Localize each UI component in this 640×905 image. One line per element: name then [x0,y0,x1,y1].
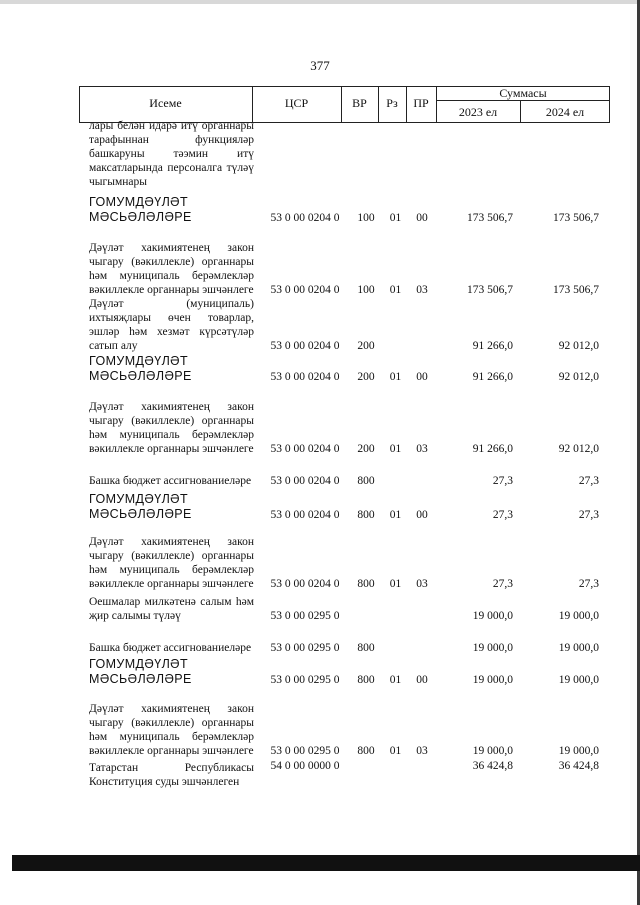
sum-2023: 19 000,0 [472,674,513,686]
item-name: Дәүләт хакимиятенең закон чыгару (вәкиллекле) органнары һәм муниципаль берәмлекләр вәкиллекле органнары эшчәнлеге [89,401,254,455]
sum-2024: 27,3 [578,509,599,521]
rz-code: 01 [389,509,402,521]
table-row [79,624,610,655]
rz-code: 01 [389,284,402,296]
table-row [79,194,610,225]
item-name: ГОМУМДӘҮЛӘТ МӘСЬӘЛӘЛӘРЕ [89,195,192,224]
table-row [79,354,610,384]
sum-2023: 91 266,0 [472,371,513,383]
csr-code: 53 0 00 0204 0 [270,212,340,224]
pr-code: 03 [416,578,428,590]
sum-2023: 173 506,7 [467,284,513,296]
sum-2023: 19 000,0 [472,610,513,622]
page-number: 377 [310,58,330,73]
pr-code: 03 [416,443,428,455]
sum-2024: 173 506,7 [553,212,599,224]
pr-code: 00 [416,212,428,224]
header-rz: Рз [386,96,398,110]
csr-code: 53 0 00 0295 0 [270,674,340,686]
csr-code: 53 0 00 0204 0 [270,443,340,455]
item-name: Дәүләт (муниципаль) ихтыяҗлары өчен товарлар, эшләр һәм хезмәт күрсәтүләр сатып алу [89,298,254,352]
vr-code: 200 [357,371,375,383]
sum-2024: 19 000,0 [558,674,599,686]
table-row [79,688,610,758]
rz-code: 01 [389,674,402,686]
sum-2024: 92 012,0 [558,371,599,383]
item-name: Татарстан Республикасы Конституция суды эшчәнлеген [89,762,254,788]
vr-code: 100 [357,284,375,296]
sum-2024: 92 012,0 [558,443,599,455]
table-row [79,656,610,687]
header-2024: 2024 ел [545,105,585,119]
budget-table [79,86,610,788]
csr-code: 54 0 00 0000 0 [270,760,340,772]
rz-code: 01 [389,212,402,224]
vr-code: 800 [357,509,375,521]
pr-code: 00 [416,674,428,686]
sum-2024: 27,3 [578,475,599,487]
sum-2023: 36 424,8 [472,760,513,772]
item-name: ГОМУМДӘҮЛӘТ МӘСЬӘЛӘЛӘРЕ [89,657,192,686]
csr-code: 53 0 00 0204 0 [270,578,340,590]
item-name: Дәүләт хакимиятенең закон чыгару (вәкиллекле) органнары һәм муниципаль берәмлекләр вәкиллекле органнары эшчәнлеге [89,242,254,296]
sum-2024: 92 012,0 [558,340,599,352]
rz-code: 01 [389,745,402,757]
sum-2023: 27,3 [492,509,513,521]
header-sums: Суммасы [499,86,547,100]
rz-code: 01 [389,578,402,590]
csr-code: 53 0 00 0204 0 [270,284,340,296]
item-name: Дәүләт хакимиятенең закон чыгару (вәкиллекле) органнары һәм муниципаль берәмлекләр вәкиллекле органнары эшчәнлеге [89,536,254,590]
pr-code: 00 [416,371,428,383]
sum-2023: 173 506,7 [467,212,513,224]
sum-2023: 19 000,0 [472,642,513,654]
csr-code: 53 0 00 0295 0 [270,642,340,654]
csr-code: 53 0 00 0295 0 [270,745,340,757]
scan-top-edge [0,0,640,4]
header-2023: 2023 ел [458,105,498,119]
vr-code: 800 [357,674,375,686]
sum-2024: 19 000,0 [558,610,599,622]
table-row [79,298,610,353]
header-vr: ВР [352,96,367,110]
vr-code: 200 [357,443,375,455]
item-name: Башка бюджет ассигнованиеләре [89,642,252,654]
table-row [79,759,610,789]
pr-code: 03 [416,284,428,296]
table-row [79,227,610,297]
item-name: Дәүләт хакимиятенең закон чыгару (вәкиллекле) органнары һәм муниципаль берәмлекләр вәкиллекле органнары эшчәнлеге [89,703,254,757]
item-name: Оешмалар милкәтенә салым һәм җир салымы түләү [89,596,254,622]
rz-code: 01 [389,371,402,383]
csr-code: 53 0 00 0204 0 [270,509,340,521]
vr-code: 800 [357,578,375,590]
sum-2023: 27,3 [492,475,513,487]
csr-code: 53 0 00 0204 0 [270,340,340,352]
vr-code: 800 [357,745,375,757]
table-row [79,593,610,623]
sum-2023: 91 266,0 [472,340,513,352]
header-csr: ЦСР [284,96,309,110]
table-row [79,120,610,189]
sum-2024: 27,3 [578,578,599,590]
vr-code: 100 [357,212,375,224]
sum-2023: 19 000,0 [472,745,513,757]
header-name: Исеме [149,96,182,110]
sum-2023: 91 266,0 [472,443,513,455]
item-name: Башка бюджет ассигнованиеләре [89,475,252,487]
scan-bottom-bar [12,855,640,871]
pr-code: 00 [416,509,428,521]
vr-code: 800 [357,642,375,654]
table-row [79,490,610,522]
pr-code: 03 [416,745,428,757]
rz-code: 01 [389,443,402,455]
sum-2024: 36 424,8 [558,760,599,772]
item-name: лары белән идарә итү органнары тарафыннан функцияләр башкаруны тәэмин итү максатларында персоналга түләү чыгымнары [89,120,254,188]
sum-2024: 19 000,0 [558,745,599,757]
item-name: ГОМУМДӘҮЛӘТ МӘСЬӘЛӘЛӘРЕ [89,354,192,383]
csr-code: 53 0 00 0295 0 [270,610,340,622]
csr-code: 53 0 00 0204 0 [270,475,340,487]
vr-code: 200 [357,340,375,352]
vr-code: 800 [357,475,375,487]
sum-2024: 173 506,7 [553,284,599,296]
table-row [79,458,610,488]
header-pr: ПР [413,96,429,110]
sum-2023: 27,3 [492,578,513,590]
table-row [79,522,610,591]
table-row [79,386,610,456]
sum-2024: 19 000,0 [558,642,599,654]
item-name: ГОМУМДӘҮЛӘТ МӘСЬӘЛӘЛӘРЕ [89,492,192,521]
csr-code: 53 0 00 0204 0 [270,371,340,383]
